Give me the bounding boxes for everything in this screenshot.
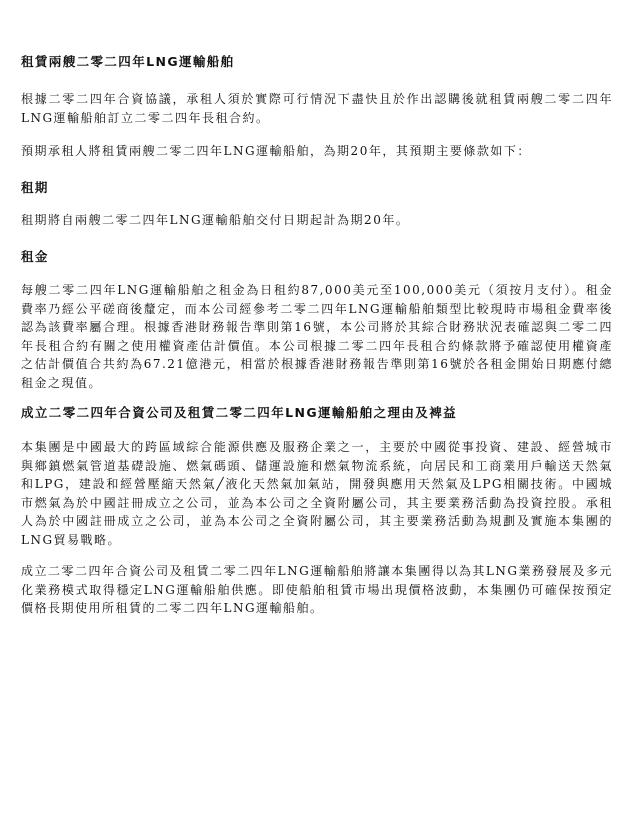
paragraph-expected-terms: 預期承租人將租賃兩艘二零二四年LNG運輸船舶，為期20年，其預期主要條款如下：	[21, 144, 531, 158]
paragraph-intro: 根據二零二四年合資協議，承租人須於實際可行情況下盡快且於作出認購後就租賃兩艘二零二四年LNG運輸船舶訂立二零二四年長租合約。	[21, 92, 613, 125]
paragraph-rent: 每艘二零二四年LNG運輸船舶之租金為日租約87,000美元至100,000美元（須按月支付）。租金費率乃經公平磋商後釐定，而本公司經參考二零二四年LNG運輸船舶類型比較現時市場租金費率後認為該費率屬合理。根據香港財務報告準則第16號，本公司將於其綜合財務狀況表確認與二零二四年長租合約有關之使用權資產估計價值。本公司根據二零二四年長租合約條款將予確認使用權資產之估計價值合共約為67.21億港元，相當於根據香港財務報告準則第16號於各租金開始日期應付總租金之現值。	[21, 283, 613, 390]
paragraph-term: 租期將自兩艘二零二四年LNG運輸船舶交付日期起計為期20年。	[21, 213, 410, 227]
section-heading-rent: 租金	[21, 249, 49, 264]
section-heading-term: 租期	[21, 180, 49, 195]
paragraph-benefits: 成立二零二四年合資公司及租賃二零二四年LNG運輸船舶將讓本集團得以為其LNG業務發展及多元化業務模式取得穩定LNG運輸船舶供應。即使船舶租賃市場出現價格波動，本集團仍可確保按預定價格長期使用所租賃的二零二四年LNG運輸船舶。	[21, 564, 613, 615]
paragraph-group-overview: 本集團是中國最大的跨區域綜合能源供應及服務企業之一，主要於中國從事投資、建設、經營城市與鄉鎮燃氣管道基礎設施、燃氣碼頭、儲運設施和燃氣物流系統，向居民和工商業用戶輸送天然氣和LPG，建設和經營壓縮天然氣╱液化天然氣加氣站，開發與應用天然氣及LPG相關技術。中國城市燃氣為於中國註冊成立之公司，並為本公司之全資附屬公司，其主要業務活動為投資控股。承租人為於中國註冊成立之公司，並為本公司之全資附屬公司，其主要業務活動為規劃及實施本集團的LNG貿易戰略。	[21, 440, 613, 547]
section-heading-lease: 租賃兩艘二零二四年LNG運輸船舶	[21, 54, 235, 69]
section-heading-reasons: 成立二零二四年合資公司及租賃二零二四年LNG運輸船舶之理由及裨益	[21, 405, 457, 420]
